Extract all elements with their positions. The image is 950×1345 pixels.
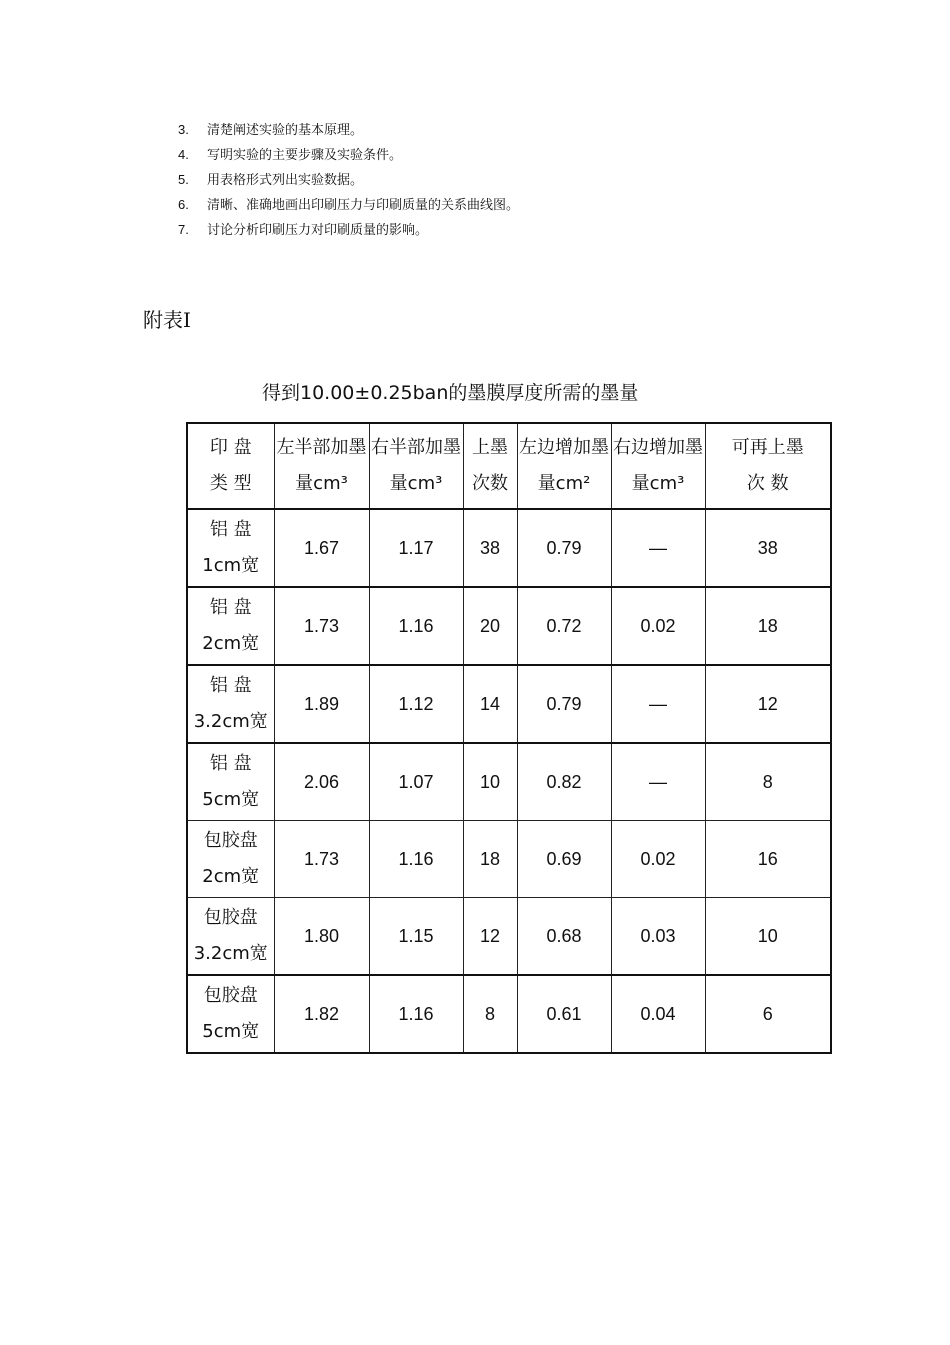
table-row <box>187 665 831 743</box>
right-add-cell: 0.03 <box>611 898 705 976</box>
left-add-cell: 0.69 <box>517 821 611 898</box>
more-times-cell: 18 <box>705 587 831 665</box>
right-add-cell: — <box>611 743 705 821</box>
column-header: 右边增加墨 量cm³ <box>611 423 705 509</box>
inking-times-cell: 18 <box>463 821 517 898</box>
list-item: 4. 写明实验的主要步骤及实验条件。 <box>178 147 403 163</box>
right-add-cell: — <box>611 665 705 743</box>
table-row <box>187 509 831 587</box>
more-times-cell: 6 <box>705 975 831 1053</box>
right-add-cell: — <box>611 509 705 587</box>
right-ink-cell: 1.16 <box>369 587 463 665</box>
column-header: 左半部加墨 量cm³ <box>274 423 369 509</box>
right-add-cell: 0.02 <box>611 587 705 665</box>
right-ink-cell: 1.16 <box>369 821 463 898</box>
right-ink-cell: 1.15 <box>369 898 463 976</box>
requirements-list <box>178 120 519 245</box>
left-add-cell: 0.82 <box>517 743 611 821</box>
table-header-row <box>187 423 831 509</box>
left-ink-cell: 1.80 <box>274 898 369 976</box>
column-header: 上墨 次数 <box>463 423 517 509</box>
plate-type-cell: 铝 盘 5cm宽 <box>187 743 274 821</box>
ink-quantity-table <box>186 422 832 1054</box>
left-add-cell: 0.68 <box>517 898 611 976</box>
left-ink-cell: 2.06 <box>274 743 369 821</box>
more-times-cell: 38 <box>705 509 831 587</box>
right-ink-cell: 1.07 <box>369 743 463 821</box>
table-caption: 得到10.00±0.25ban的墨膜厚度所需的墨量 <box>262 382 639 404</box>
plate-type-cell: 包胶盘 2cm宽 <box>187 821 274 898</box>
list-item: 3. 清楚阐述实验的基本原理。 <box>178 122 364 138</box>
inking-times-cell: 20 <box>463 587 517 665</box>
inking-times-cell: 8 <box>463 975 517 1053</box>
more-times-cell: 12 <box>705 665 831 743</box>
right-add-cell: 0.04 <box>611 975 705 1053</box>
plate-type-cell: 包胶盘 5cm宽 <box>187 975 274 1053</box>
plate-type-cell: 铝 盘 1cm宽 <box>187 509 274 587</box>
left-ink-cell: 1.82 <box>274 975 369 1053</box>
right-ink-cell: 1.12 <box>369 665 463 743</box>
inking-times-cell: 38 <box>463 509 517 587</box>
right-add-cell: 0.02 <box>611 821 705 898</box>
list-item: 6. 清晰、准确地画出印刷压力与印刷质量的关系曲线图。 <box>178 197 520 213</box>
more-times-cell: 10 <box>705 898 831 976</box>
column-header: 印 盘 类 型 <box>187 423 274 509</box>
column-header: 左边增加墨 量cm² <box>517 423 611 509</box>
table-row <box>187 587 831 665</box>
column-header: 右半部加墨 量cm³ <box>369 423 463 509</box>
appendix-label: 附表Ⅰ <box>143 308 191 332</box>
left-ink-cell: 1.67 <box>274 509 369 587</box>
table-row <box>187 898 831 976</box>
table-row <box>187 975 831 1053</box>
plate-type-cell: 包胶盘 3.2cm宽 <box>187 898 274 976</box>
inking-times-cell: 14 <box>463 665 517 743</box>
table-row <box>187 821 831 898</box>
column-header: 可再上墨 次 数 <box>705 423 831 509</box>
inking-times-cell: 10 <box>463 743 517 821</box>
list-item: 5. 用表格形式列出实验数据。 <box>178 172 364 188</box>
left-ink-cell: 1.73 <box>274 587 369 665</box>
right-ink-cell: 1.17 <box>369 509 463 587</box>
list-item: 7. 讨论分析印刷压力对印刷质量的影响。 <box>178 222 429 238</box>
more-times-cell: 8 <box>705 743 831 821</box>
left-add-cell: 0.72 <box>517 587 611 665</box>
left-ink-cell: 1.89 <box>274 665 369 743</box>
plate-type-cell: 铝 盘 3.2cm宽 <box>187 665 274 743</box>
inking-times-cell: 12 <box>463 898 517 976</box>
left-add-cell: 0.79 <box>517 665 611 743</box>
plate-type-cell: 铝 盘 2cm宽 <box>187 587 274 665</box>
table-row <box>187 743 831 821</box>
right-ink-cell: 1.16 <box>369 975 463 1053</box>
left-add-cell: 0.61 <box>517 975 611 1053</box>
left-add-cell: 0.79 <box>517 509 611 587</box>
more-times-cell: 16 <box>705 821 831 898</box>
left-ink-cell: 1.73 <box>274 821 369 898</box>
